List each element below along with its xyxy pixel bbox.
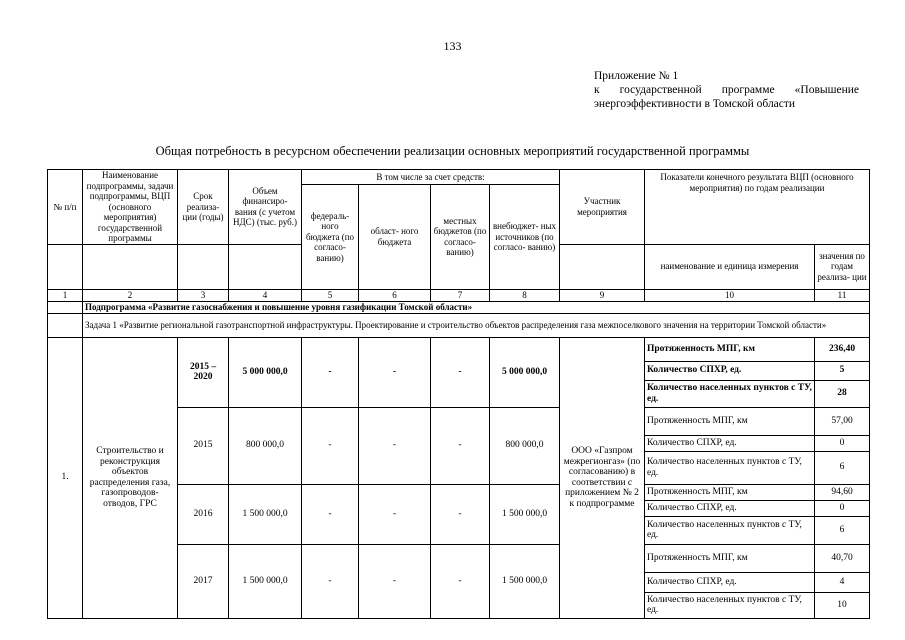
period-extra: 1 500 000,0 <box>490 484 560 544</box>
header-no: № п/п <box>48 170 83 245</box>
header-including: В том числе за счет средств: <box>302 170 560 185</box>
col-num: 1 <box>48 289 83 301</box>
item-participant: ООО «Газпром межрегионгаз» (по согласованию) в соответствии с приложением № 2 к подпрограмме <box>560 337 645 618</box>
header-volume: Объем финансиро- вания (с учетом НДС) (тыс. руб.) <box>229 170 302 245</box>
header-term: Срок реализа- ции (годы) <box>178 170 229 245</box>
indicator-value: 0 <box>815 435 870 451</box>
header-volume-cont <box>229 244 302 289</box>
indicator-value: 4 <box>815 572 870 592</box>
indicator-value: 57,00 <box>815 407 870 435</box>
indicator-name: Протяженность МПГ, км <box>645 337 815 361</box>
indicator-value: 0 <box>815 500 870 516</box>
header-extra: внебюджет- ных источников (по согласо- ванию) <box>490 185 560 290</box>
col-num: 9 <box>560 289 645 301</box>
header-term-cont <box>178 244 229 289</box>
header-participant-cont <box>560 244 645 289</box>
header-name: Наименование подпрограммы, задачи подпрограммы, ВЦП (основного мероприятия) государственной программы <box>83 170 178 245</box>
indicator-value: 28 <box>815 380 870 407</box>
header-local: местных бюджетов (по согласо- ванию) <box>431 185 490 290</box>
indicator-value: 10 <box>815 592 870 618</box>
period-term: 2016 <box>178 484 229 544</box>
indicator-name: Количество СПХР, ед. <box>645 572 815 592</box>
col-num: 4 <box>229 289 302 301</box>
period-volume: 800 000,0 <box>229 407 302 484</box>
appendix-line-3: энергоэффективности в Томской области <box>594 98 796 110</box>
task-title: Задача 1 «Развитие региональной газотранспортной инфраструктуры. Проектирование и строительство объектов распределения газа межпоселкового значения на территории Томской области» <box>83 313 870 337</box>
header-name-cont <box>83 244 178 289</box>
indicator-name: Протяженность МПГ, км <box>645 407 815 435</box>
indicator-value: 40,70 <box>815 544 870 572</box>
period-federal: - <box>302 484 359 544</box>
appendix-line-1: Приложение № 1 <box>594 70 679 82</box>
indicator-name: Количество населенных пунктов с ТУ, ед. <box>645 592 815 618</box>
item-name: Строительство и реконструкция объектов распределения газа, газопроводов-отводов, ГРС <box>83 337 178 618</box>
subprogram-title: Подпрограмма «Развитие газоснабжения и повышение уровня газификации Томской области» <box>83 301 870 313</box>
header-ind-values: значения по годам реализа- ции <box>815 244 870 289</box>
indicator-name: Количество населенных пунктов с ТУ, ед. <box>645 380 815 407</box>
header-indicators: Показатели конечного результата ВЦП (основного мероприятия) по годам реализации <box>645 170 870 245</box>
period-federal: - <box>302 337 359 407</box>
period-volume: 1 500 000,0 <box>229 544 302 618</box>
indicator-name: Протяженность МПГ, км <box>645 544 815 572</box>
indicator-value: 236,40 <box>815 337 870 361</box>
period-extra: 1 500 000,0 <box>490 544 560 618</box>
period-federal: - <box>302 544 359 618</box>
period-regional: - <box>359 337 431 407</box>
task-no <box>48 313 83 337</box>
appendix-note <box>594 69 859 111</box>
header-regional: област- ного бюджета <box>359 185 431 290</box>
col-num: 7 <box>431 289 490 301</box>
resource-table <box>47 169 870 619</box>
period-volume: 5 000 000,0 <box>229 337 302 407</box>
period-local: - <box>431 484 490 544</box>
period-extra: 800 000,0 <box>490 407 560 484</box>
item-number: 1. <box>48 337 83 618</box>
indicator-value: 6 <box>815 516 870 544</box>
header-ind-name: наименование и единица измерения <box>645 244 815 289</box>
period-extra: 5 000 000,0 <box>490 337 560 407</box>
col-num: 5 <box>302 289 359 301</box>
appendix-line-2: к государственной программе «Повышение <box>594 84 859 96</box>
col-num: 6 <box>359 289 431 301</box>
indicator-name: Количество населенных пунктов с ТУ, ед. <box>645 516 815 544</box>
indicator-name: Протяженность МПГ, км <box>645 484 815 500</box>
period-regional: - <box>359 544 431 618</box>
col-num: 2 <box>83 289 178 301</box>
indicator-value: 5 <box>815 361 870 380</box>
period-regional: - <box>359 407 431 484</box>
header-federal: федераль- ного бюджета (по согласо- ванию) <box>302 185 359 290</box>
subprogram-no <box>48 301 83 313</box>
header-no-cont <box>48 244 83 289</box>
period-term: 2015 – 2020 <box>178 337 229 407</box>
indicator-name: Количество населенных пунктов с ТУ, ед. <box>645 451 815 484</box>
period-local: - <box>431 544 490 618</box>
document-title: Общая потребность в ресурсном обеспечении реализации основных мероприятий государственной программы <box>155 144 750 158</box>
indicator-name: Количество СПХР, ед. <box>645 361 815 380</box>
period-volume: 1 500 000,0 <box>229 484 302 544</box>
col-num: 10 <box>645 289 815 301</box>
indicator-value: 94,60 <box>815 484 870 500</box>
header-participant: Участник мероприятия <box>560 170 645 245</box>
period-regional: - <box>359 484 431 544</box>
period-local: - <box>431 407 490 484</box>
indicator-value: 6 <box>815 451 870 484</box>
period-term: 2015 <box>178 407 229 484</box>
col-num: 3 <box>178 289 229 301</box>
page-number: 133 <box>443 39 462 53</box>
period-federal: - <box>302 407 359 484</box>
period-term: 2017 <box>178 544 229 618</box>
col-num: 8 <box>490 289 560 301</box>
indicator-name: Количество СПХР, ед. <box>645 435 815 451</box>
col-num: 11 <box>815 289 870 301</box>
column-numbers-row <box>48 289 870 301</box>
indicator-name: Количество СПХР, ед. <box>645 500 815 516</box>
period-local: - <box>431 337 490 407</box>
